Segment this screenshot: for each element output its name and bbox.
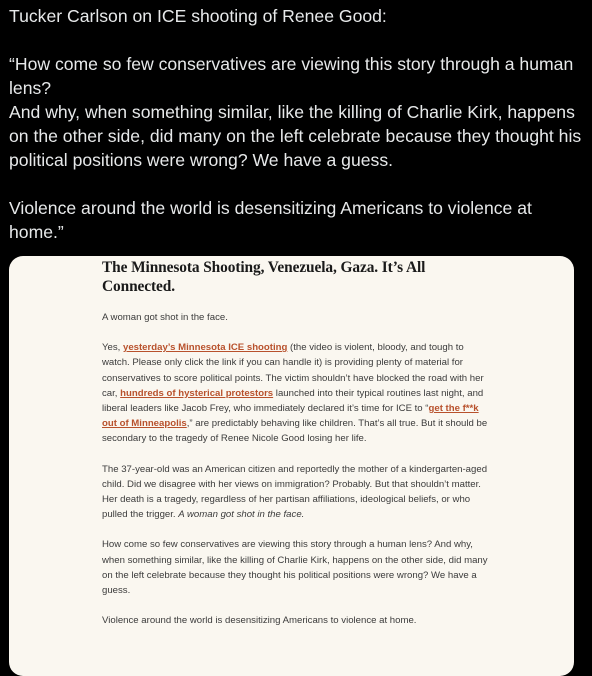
post-intro: Tucker Carlson on ICE shooting of Renee Good: bbox=[9, 6, 387, 26]
article-paragraph bbox=[102, 462, 492, 523]
post-quote-line: Violence around the world is desensitizing Americans to violence at home.” bbox=[9, 198, 532, 242]
paragraph-text: The 37-year-old was an American citizen and reportedly the mother of a kindergarten-aged child. Did we disagree with her views on immigration? Probably. But that shouldn’t matter. Her death is a tragedy, regardless of her partisan affiliations, ideological beliefs, or who pulled the trigger. bbox=[102, 463, 488, 521]
article-headline: The Minnesota Shooting, Venezuela, Gaza. It’s All Connected. bbox=[102, 259, 426, 295]
paragraph-text: launched into their typical routines last night, and liberal leaders like Jacob Frey, who immediately declared it’s time for ICE to “ bbox=[102, 387, 484, 415]
article-paragraph bbox=[102, 340, 492, 446]
paragraph-text: ,” are predictably behaving like children. That’s all true. But it should be secondary to the tragedy of Renee Nicole Good losing her life. bbox=[102, 418, 488, 445]
article-body bbox=[102, 259, 492, 643]
article-paragraph: How come so few conservatives are viewing this story through a human lens? And why, when something similar, like the killing of Charlie Kirk, happens on the other side, did many on the left celebrate because they thought his political positions were wrong? We have a guess. bbox=[102, 539, 488, 597]
article-paragraph: Violence around the world is desensitizing Americans to violence at home. bbox=[102, 615, 417, 627]
post-quote-line: “How come so few conservatives are viewing this story through a human lens? bbox=[9, 54, 574, 98]
post-text bbox=[9, 4, 587, 244]
hysterical-protestors-link[interactable]: hundreds of hysterical protestors bbox=[120, 387, 274, 399]
article-paragraph: A woman got shot in the face. bbox=[102, 312, 228, 323]
paragraph-text: (the video is violent, bloody, and tough to watch. Please only click the link if you can handle it) is providing plenty of material for conservatives to score political points. The victim shouldn’t have blocked the road with her car, bbox=[102, 342, 484, 399]
paragraph-text: Yes, bbox=[102, 342, 123, 354]
get-out-of-minneapolis-link[interactable]: get the f**k out of Minneapolis bbox=[102, 403, 479, 430]
minnesota-ice-shooting-link[interactable]: yesterday’s Minnesota ICE shooting bbox=[122, 342, 288, 354]
italic-emphasis: A woman got shot in the face. bbox=[178, 509, 305, 521]
article-screenshot-image[interactable] bbox=[9, 256, 574, 676]
post-quote-line: And why, when something similar, like the killing of Charlie Kirk, happens on the other side, did many on the left celebrate because they thought his political positions were wrong? We have a guess. bbox=[9, 102, 582, 170]
